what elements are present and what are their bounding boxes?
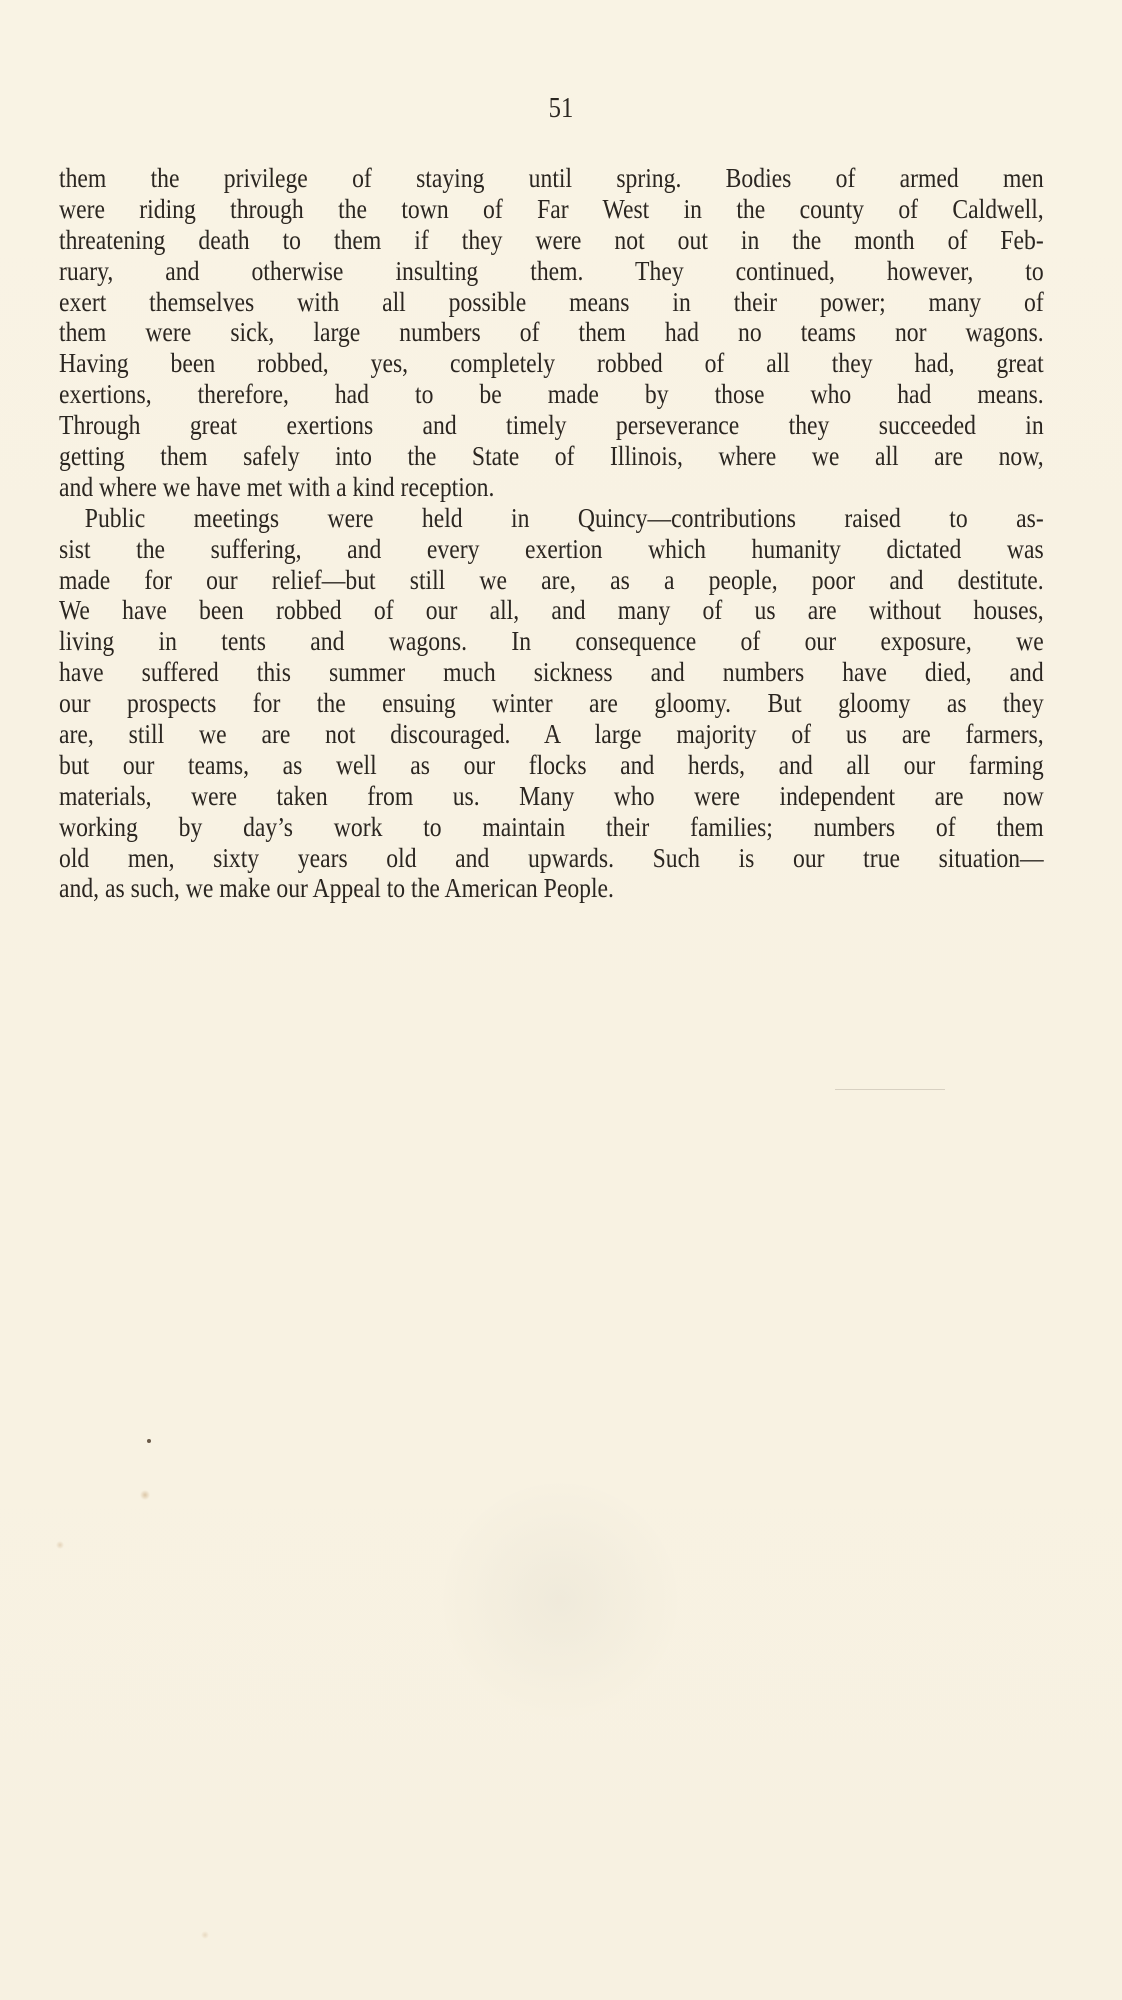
text-line: working by day’s work to maintain their families; numbers of them — [59, 810, 1044, 842]
text-line: made for our relief—but still we are, as a people, poor and destitute. — [59, 563, 1044, 595]
text-line: exert themselves with all possible means in their power; many of — [59, 285, 1044, 317]
text-line: getting them safely into the State of Illinois, where we all are now, — [59, 440, 1044, 472]
body-text — [59, 163, 1044, 904]
text-line: old men, sixty years old and upwards. Such is our true situation— — [59, 841, 1044, 873]
text-line: We have been robbed of our all, and many of us are without houses, — [59, 594, 1044, 626]
text-line: our prospects for the ensuing winter are gloomy. But gloomy as they — [59, 687, 1044, 719]
paragraph-2 — [59, 503, 1044, 905]
text-line: are, still we are not discouraged. A large majority of us are farmers, — [59, 718, 1044, 750]
text-line: threatening death to them if they were not out in the month of Feb- — [59, 223, 1044, 255]
page-number: 51 — [548, 92, 574, 124]
text-line: and where we have met with a kind reception. — [59, 470, 495, 502]
ink-speck — [147, 1439, 151, 1443]
paragraph-1 — [59, 163, 1044, 503]
text-line: Having been robbed, yes, completely robbed of all they had, great — [59, 347, 1044, 379]
text-line: ruary, and otherwise insulting them. They continued, however, to — [59, 254, 1044, 286]
text-line: living in tents and wagons. In consequence of our exposure, we — [59, 625, 1044, 657]
text-line: them the privilege of staying until spring. Bodies of armed men — [59, 162, 1044, 193]
text-line: exertions, therefore, had to be made by those who had means. — [59, 378, 1044, 410]
text-line: sist the suffering, and every exertion which humanity dictated was — [59, 532, 1044, 564]
text-line: Through great exertions and timely perseverance they succeeded in — [59, 409, 1044, 441]
text-line: and, as such, we make our Appeal to the American People. — [59, 872, 614, 904]
text-line: materials, were taken from us. Many who were independent are now — [59, 779, 1044, 811]
text-line: Public meetings were held in Quincy—contributions raised to as- — [84, 501, 1044, 533]
text-line: but our teams, as well as our flocks and herds, and all our farming — [59, 748, 1044, 780]
text-line: them were sick, large numbers of them had no teams nor wagons. — [59, 316, 1044, 348]
text-line: have suffered this summer much sickness and numbers have died, and — [59, 656, 1044, 688]
paper-blemish — [835, 1089, 945, 1090]
text-line: were riding through the town of Far West in the county of Caldwell, — [59, 192, 1044, 224]
